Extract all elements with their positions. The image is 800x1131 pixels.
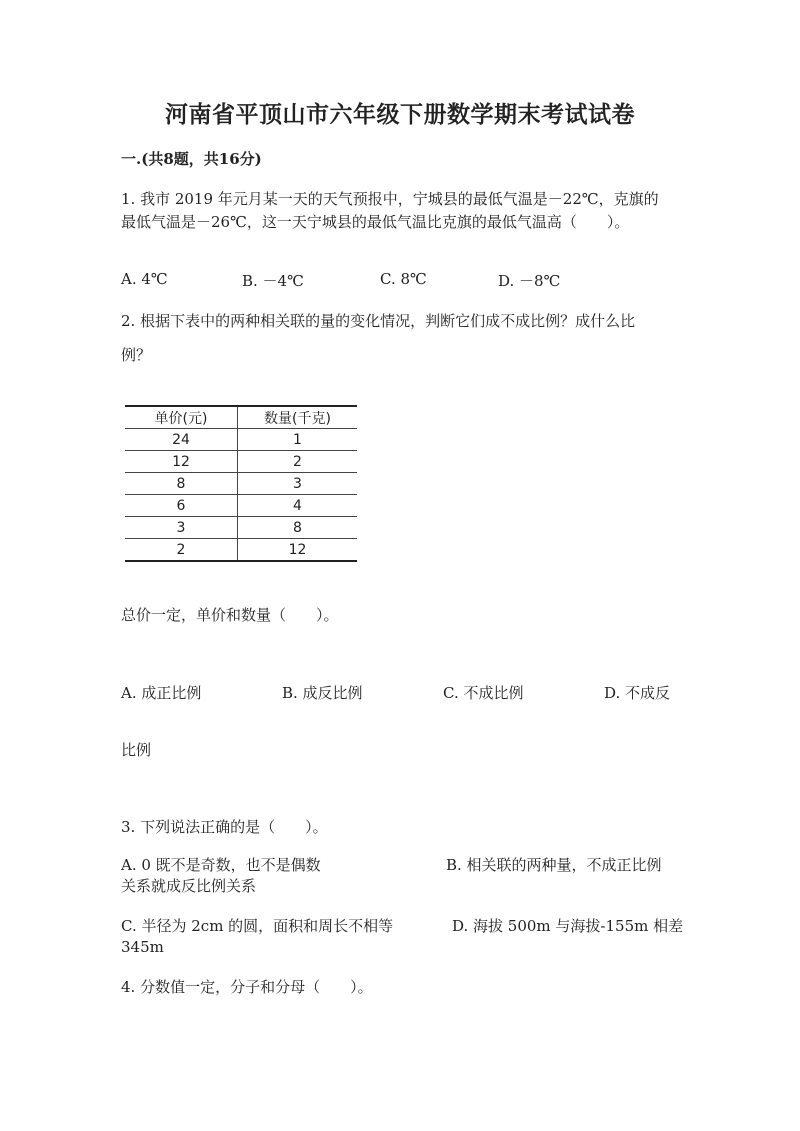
question-2-stem: 总价一定，单价和数量（ ）。	[121, 606, 339, 624]
question-2-option-b: B. 成反比例	[282, 684, 363, 702]
question-2-option-d: D. 不成反	[604, 684, 671, 702]
table-cell: 24	[125, 429, 238, 451]
table-cell: 12	[238, 539, 358, 562]
table-cell: 1	[238, 429, 358, 451]
table-cell: 2	[238, 451, 358, 473]
table-header-quantity: 数量(千克)	[238, 406, 358, 429]
question-1-line-1: 1. 我市 2019 年元月某一天的天气预报中，宁城县的最低气温是－22℃，克旗的	[121, 190, 659, 208]
question-3-option-d-continued: 345m	[121, 938, 164, 956]
question-2-line-1: 2. 根据下表中的两种相关联的量的变化情况，判断它们成不成比例？成什么比	[121, 312, 636, 330]
question-1-line-2: 最低气温是－26℃，这一天宁城县的最低气温比克旗的最低气温高（ ）。	[121, 213, 630, 231]
question-2-option-a: A. 成正比例	[121, 684, 202, 702]
table-row	[125, 429, 357, 451]
question-3-option-b: B. 相关联的两种量，不成正比例	[446, 856, 662, 874]
price-quantity-table	[125, 405, 357, 562]
table-cell: 4	[238, 495, 358, 517]
table-row	[125, 495, 357, 517]
table-row	[125, 473, 357, 495]
table-cell: 6	[125, 495, 238, 517]
question-1-option-d: D. －8℃	[498, 272, 561, 290]
table-header-unit-price: 单价(元)	[125, 406, 238, 429]
table-row	[125, 539, 357, 562]
question-2-option-c: C. 不成比例	[443, 684, 524, 702]
table-row	[125, 451, 357, 473]
question-3-option-c: C. 半径为 2cm 的圆，面积和周长不相等	[121, 917, 394, 935]
question-1-option-b: B. －4℃	[242, 272, 304, 290]
table-header-row	[125, 406, 357, 429]
section-heading: 一.(共8题，共16分)	[121, 150, 262, 168]
question-4-stem: 4. 分数值一定，分子和分母（ ）。	[121, 978, 373, 996]
question-2-line-2: 例？	[121, 346, 152, 364]
table-cell: 3	[238, 473, 358, 495]
table-cell: 12	[125, 451, 238, 473]
question-3-option-d: D. 海拔 500m 与海拔-155m 相差	[452, 917, 684, 935]
table-cell: 8	[238, 517, 358, 539]
question-3-option-a: A. 0 既不是奇数，也不是偶数	[121, 856, 321, 874]
question-3-stem: 3. 下列说法正确的是（ ）。	[121, 818, 328, 836]
question-1-option-c: C. 8℃	[380, 270, 427, 288]
table-cell: 8	[125, 473, 238, 495]
table-cell: 3	[125, 517, 238, 539]
table-cell: 2	[125, 539, 238, 562]
question-2-option-d-continued: 比例	[121, 741, 152, 759]
table-row	[125, 517, 357, 539]
question-3-option-b-continued: 关系就成反比例关系	[121, 877, 257, 895]
question-1-option-a: A. 4℃	[121, 270, 168, 288]
page-title: 河南省平顶山市六年级下册数学期末考试试卷	[165, 101, 635, 128]
